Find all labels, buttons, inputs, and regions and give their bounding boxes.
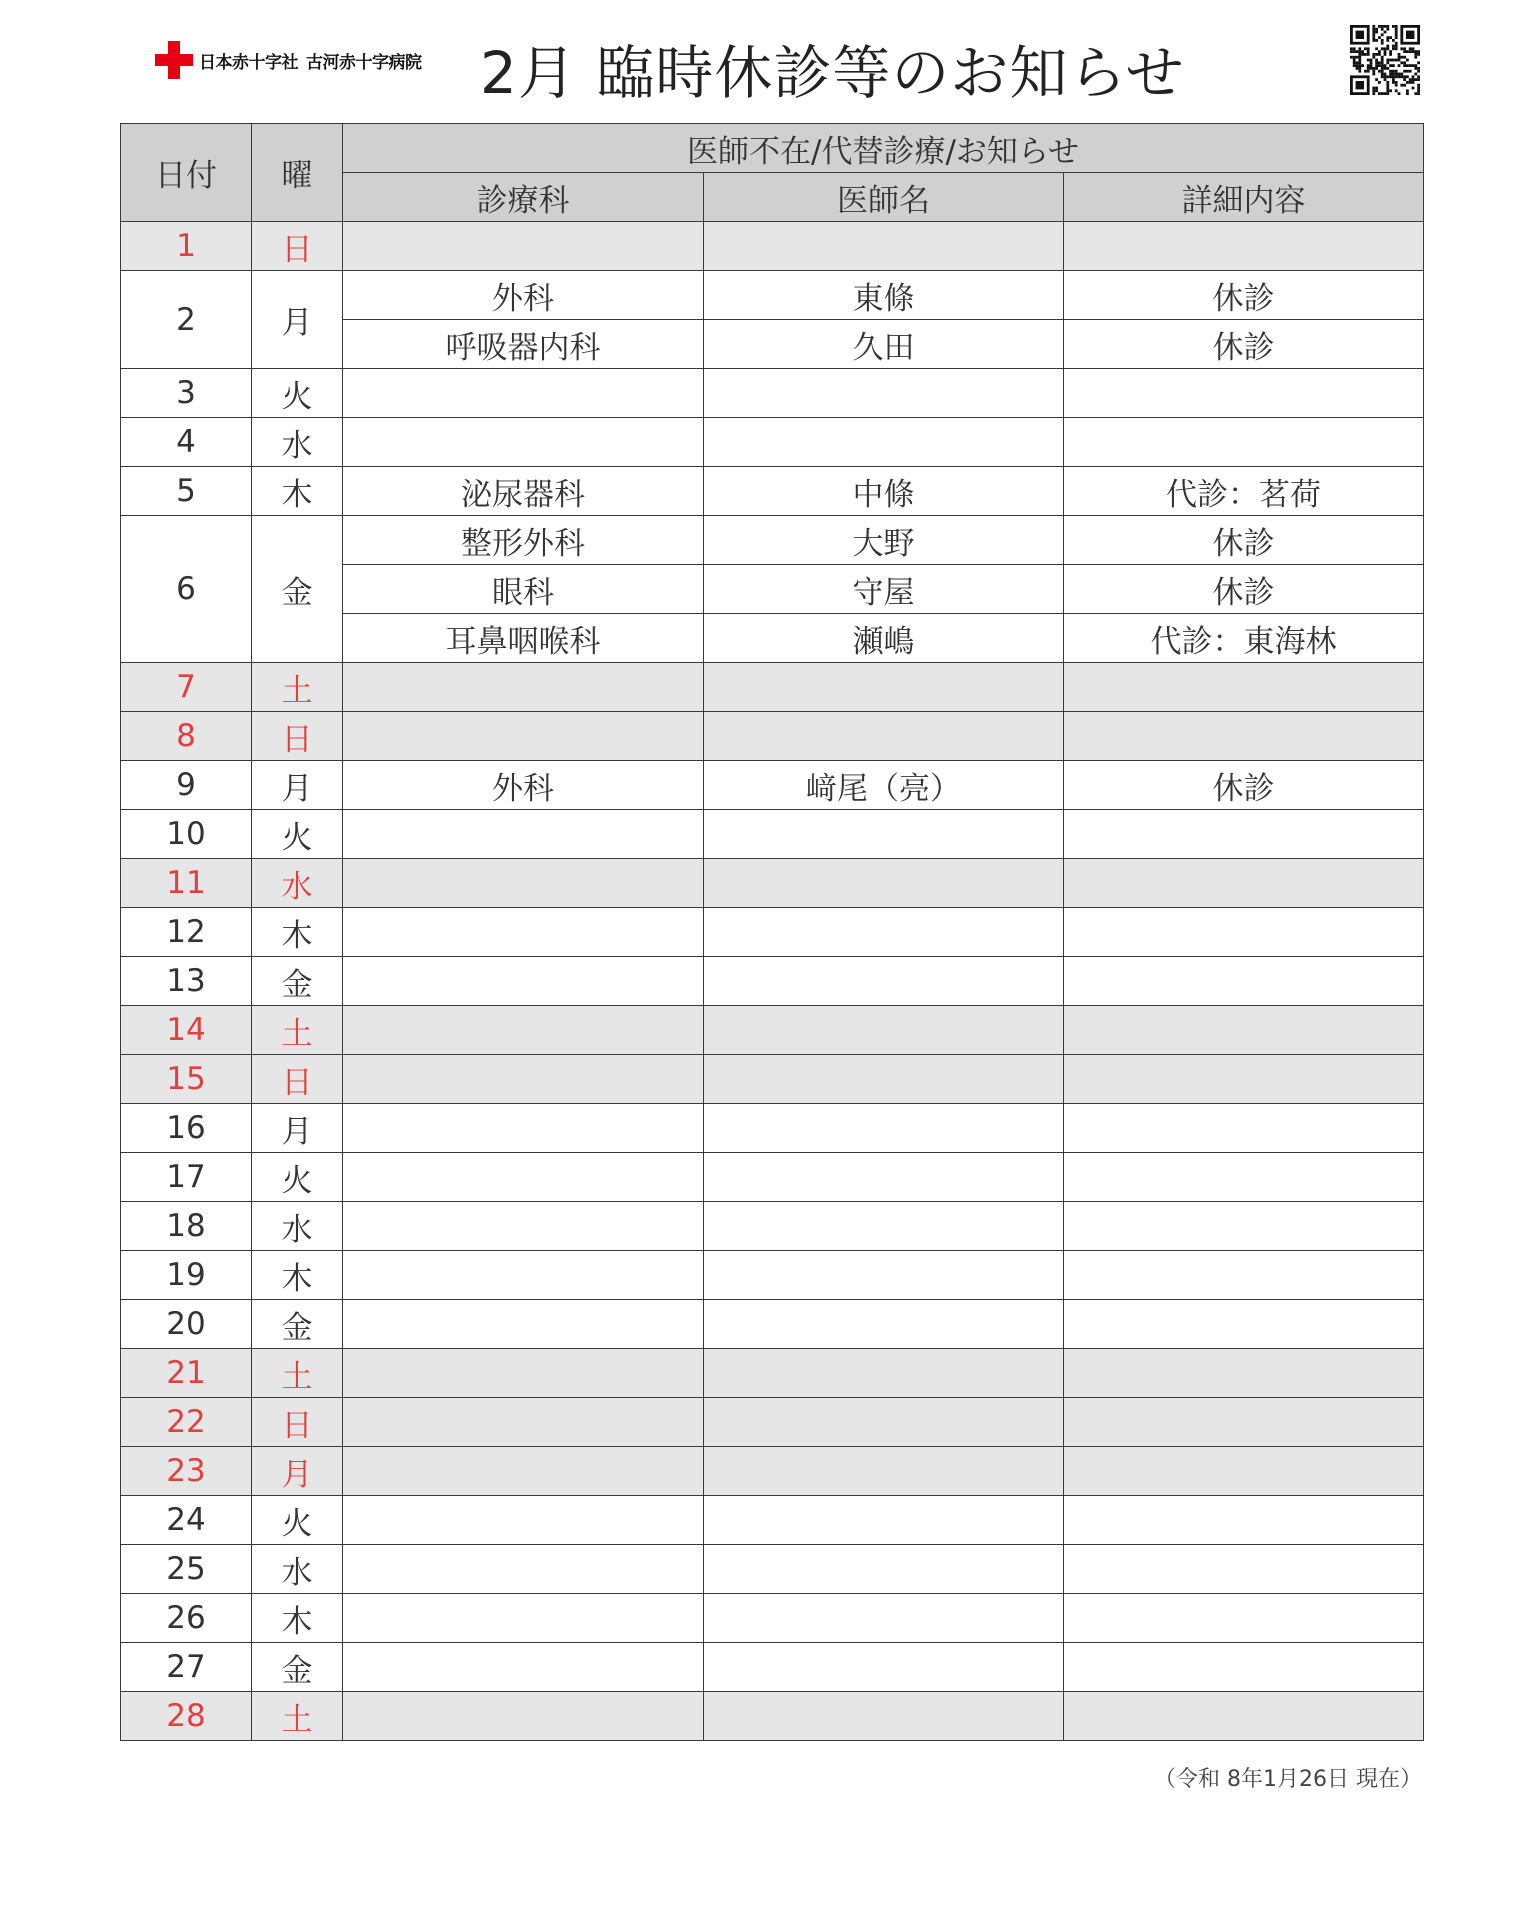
weekday-cell: 日 [252,712,343,761]
department-cell [343,1545,704,1594]
weekday-cell: 水 [252,1545,343,1594]
header-details: 詳細内容 [1064,173,1424,222]
date-cell: 17 [121,1153,252,1202]
doctor-cell: 守屋 [704,565,1064,614]
detail-cell [1064,369,1424,418]
date-cell: 7 [121,663,252,712]
table-row [121,859,1424,908]
date-cell: 19 [121,1251,252,1300]
detail-cell [1064,1692,1424,1741]
doctor-cell: 中條 [704,467,1064,516]
date-cell: 11 [121,859,252,908]
doctor-cell [704,1496,1064,1545]
table-row [121,516,1424,565]
doctor-cell [704,1643,1064,1692]
department-cell [343,1202,704,1251]
weekday-cell: 木 [252,1251,343,1300]
doctor-cell [704,1153,1064,1202]
doctor-cell: 東條 [704,271,1064,320]
doctor-cell [704,418,1064,467]
date-cell: 27 [121,1643,252,1692]
detail-cell [1064,1104,1424,1153]
table-row [121,271,1424,320]
header-weekday: 曜 [252,124,343,222]
hospital-name: 古河赤十字病院 [306,52,422,73]
doctor-cell [704,1055,1064,1104]
table-row [121,1202,1424,1251]
detail-cell [1064,663,1424,712]
detail-cell [1064,418,1424,467]
department-cell [343,957,704,1006]
doctor-cell [704,1349,1064,1398]
doctor-cell [704,222,1064,271]
doctor-cell [704,1545,1064,1594]
page-title: 2月 臨時休診等のお知らせ [480,39,1185,107]
table-row [121,957,1424,1006]
table-row [121,761,1424,810]
department-cell [343,369,704,418]
doctor-cell: 瀬嶋 [704,614,1064,663]
detail-cell: 休診 [1064,320,1424,369]
detail-cell [1064,1153,1424,1202]
department-cell: 眼科 [343,565,704,614]
department-cell: 耳鼻咽喉科 [343,614,704,663]
department-cell [343,1447,704,1496]
doctor-cell [704,1692,1064,1741]
doctor-cell: 﨑尾（亮） [704,761,1064,810]
as-of-date-note: （令和 8年1月26日 現在） [1154,1767,1422,1792]
detail-cell [1064,1643,1424,1692]
closure-schedule-table [120,123,1424,1741]
weekday-cell: 水 [252,1202,343,1251]
table-row [121,1692,1424,1741]
date-cell: 16 [121,1104,252,1153]
doctor-cell [704,1251,1064,1300]
table-header-row [121,124,1424,173]
detail-cell [1064,1006,1424,1055]
date-cell: 9 [121,761,252,810]
table-row [121,712,1424,761]
table-row [121,222,1424,271]
weekday-cell: 火 [252,1153,343,1202]
department-cell [343,1055,704,1104]
table-row [121,369,1424,418]
weekday-cell: 金 [252,1643,343,1692]
detail-cell [1064,712,1424,761]
weekday-cell: 火 [252,369,343,418]
doctor-cell [704,810,1064,859]
department-cell [343,1153,704,1202]
department-cell [343,1692,704,1741]
date-cell: 4 [121,418,252,467]
date-cell: 6 [121,516,252,663]
weekday-cell: 月 [252,271,343,369]
header-department: 診療科 [343,173,704,222]
doctor-cell: 久田 [704,320,1064,369]
table-row [121,418,1424,467]
detail-cell [1064,1594,1424,1643]
doctor-cell [704,957,1064,1006]
date-cell: 15 [121,1055,252,1104]
detail-cell [1064,1251,1424,1300]
header-group: 医師不在/代替診療/お知らせ [343,124,1424,173]
header-date: 日付 [121,124,252,222]
weekday-cell: 金 [252,957,343,1006]
weekday-cell: 火 [252,1496,343,1545]
weekday-cell: 月 [252,1104,343,1153]
date-cell: 3 [121,369,252,418]
date-cell: 8 [121,712,252,761]
org-logo [155,40,422,80]
weekday-cell: 火 [252,810,343,859]
department-cell: 外科 [343,761,704,810]
department-cell: 整形外科 [343,516,704,565]
department-cell [343,1104,704,1153]
department-cell: 泌尿器科 [343,467,704,516]
table-row [121,1496,1424,1545]
date-cell: 23 [121,1447,252,1496]
table-row [121,1300,1424,1349]
table-row [121,663,1424,712]
date-cell: 2 [121,271,252,369]
table-row [121,1055,1424,1104]
detail-cell [1064,222,1424,271]
doctor-cell [704,1447,1064,1496]
weekday-cell: 水 [252,418,343,467]
detail-cell [1064,908,1424,957]
doctor-cell [704,1202,1064,1251]
detail-cell [1064,1496,1424,1545]
detail-cell [1064,1398,1424,1447]
doctor-cell [704,859,1064,908]
weekday-cell: 水 [252,859,343,908]
department-cell [343,1006,704,1055]
department-cell: 外科 [343,271,704,320]
department-cell [343,663,704,712]
department-cell: 呼吸器内科 [343,320,704,369]
department-cell [343,1594,704,1643]
date-cell: 22 [121,1398,252,1447]
department-cell [343,1496,704,1545]
date-cell: 28 [121,1692,252,1741]
doctor-cell [704,1398,1064,1447]
date-cell: 18 [121,1202,252,1251]
table-row [121,1545,1424,1594]
table-row [121,1104,1424,1153]
weekday-cell: 金 [252,1300,343,1349]
department-cell [343,1349,704,1398]
date-cell: 14 [121,1006,252,1055]
detail-cell: 休診 [1064,516,1424,565]
detail-cell: 休診 [1064,761,1424,810]
detail-cell [1064,1202,1424,1251]
doctor-cell [704,1104,1064,1153]
weekday-cell: 木 [252,1594,343,1643]
date-cell: 24 [121,1496,252,1545]
doctor-cell [704,1594,1064,1643]
table-row [121,1398,1424,1447]
date-cell: 5 [121,467,252,516]
department-cell [343,908,704,957]
department-cell [343,712,704,761]
weekday-cell: 木 [252,908,343,957]
detail-cell: 休診 [1064,271,1424,320]
table-row [121,1251,1424,1300]
table-row [121,1594,1424,1643]
schedule-body [121,222,1424,1741]
date-cell: 26 [121,1594,252,1643]
doctor-cell [704,712,1064,761]
table-row [121,1349,1424,1398]
detail-cell [1064,859,1424,908]
weekday-cell: 月 [252,761,343,810]
department-cell [343,222,704,271]
weekday-cell: 日 [252,1055,343,1104]
header-doctor: 医師名 [704,173,1064,222]
doctor-cell [704,663,1064,712]
date-cell: 20 [121,1300,252,1349]
doctor-cell [704,908,1064,957]
doctor-cell [704,1006,1064,1055]
table-row [121,810,1424,859]
weekday-cell: 土 [252,1692,343,1741]
department-cell [343,859,704,908]
detail-cell: 代診：東海林 [1064,614,1424,663]
date-cell: 21 [121,1349,252,1398]
doctor-cell [704,1300,1064,1349]
detail-cell [1064,1055,1424,1104]
doctor-cell [704,369,1064,418]
detail-cell [1064,957,1424,1006]
weekday-cell: 日 [252,222,343,271]
detail-cell: 休診 [1064,565,1424,614]
page-header [0,0,1535,120]
detail-cell [1064,810,1424,859]
weekday-cell: 木 [252,467,343,516]
org-name-text [199,48,422,73]
weekday-cell: 土 [252,1006,343,1055]
detail-cell [1064,1300,1424,1349]
detail-cell [1064,1545,1424,1594]
table-row [121,1153,1424,1202]
weekday-cell: 月 [252,1447,343,1496]
table-row [121,467,1424,516]
table-row [121,1643,1424,1692]
red-cross-icon [155,41,193,79]
weekday-cell: 金 [252,516,343,663]
department-cell [343,418,704,467]
table-row [121,1447,1424,1496]
doctor-cell: 大野 [704,516,1064,565]
weekday-cell: 日 [252,1398,343,1447]
department-cell [343,1251,704,1300]
department-cell [343,810,704,859]
detail-cell: 代診：茗荷 [1064,467,1424,516]
detail-cell [1064,1447,1424,1496]
department-cell [343,1398,704,1447]
date-cell: 10 [121,810,252,859]
date-cell: 12 [121,908,252,957]
weekday-cell: 土 [252,663,343,712]
table-row [121,908,1424,957]
date-cell: 25 [121,1545,252,1594]
table-row [121,1006,1424,1055]
weekday-cell: 土 [252,1349,343,1398]
org-name: 日本赤十字社 [199,52,298,73]
department-cell [343,1643,704,1692]
date-cell: 1 [121,222,252,271]
qr-code-icon[interactable] [1350,25,1420,95]
detail-cell [1064,1349,1424,1398]
department-cell [343,1300,704,1349]
date-cell: 13 [121,957,252,1006]
